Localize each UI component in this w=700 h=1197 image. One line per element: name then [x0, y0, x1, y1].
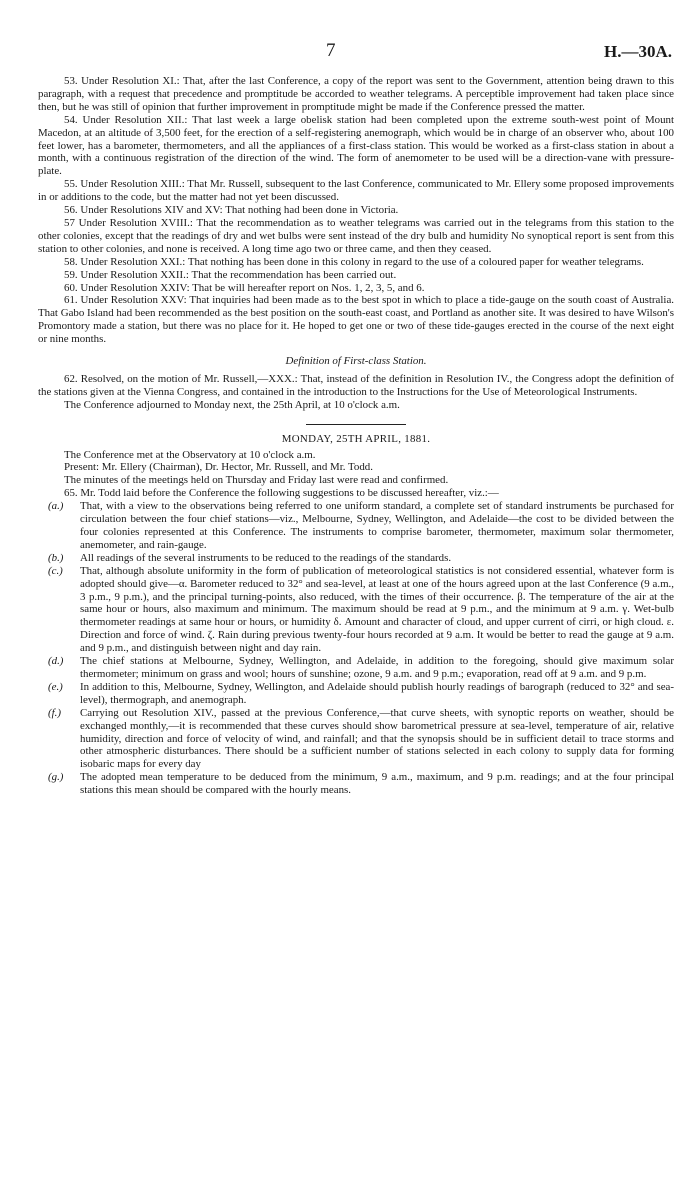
suggestion-label: (d.)	[48, 655, 64, 668]
suggestion-label: (g.)	[48, 771, 64, 784]
suggestion-item	[38, 552, 674, 565]
paragraph-65: 65. Mr. Todd laid before the Conference the following suggestions to be discussed hereafter, viz.:—	[64, 487, 499, 500]
document-body	[38, 75, 674, 797]
document-reference: H.—30A.	[604, 42, 672, 61]
meeting-date-heading: MONDAY, 25TH APRIL, 1881.	[281, 432, 431, 445]
section-subheading: Definition of First-class Station.	[285, 355, 427, 368]
paragraph-62: 62. Resolved, on the motion of Mr. Russell,—XXX.: That, instead of the definition in Resolution IV., the Congress adopt the definition of the stations given at the Vienna Congress, and contained in the introduction to the Instructions for the Use of Meteorological Instruments.	[38, 372, 674, 398]
resolution-paragraphs	[38, 75, 674, 346]
meeting-opening: The Conference met at the Observatory at 10 o'clock a.m.	[64, 448, 316, 461]
suggestion-label: (a.)	[48, 500, 64, 513]
suggestion-item	[38, 707, 674, 772]
suggestion-label: (f.)	[48, 706, 62, 719]
suggestion-item	[38, 655, 674, 681]
paragraph-58: 58. Under Resolution XXI.: That nothing has been done in this colony in regard to the use of a coloured paper for weather telegrams.	[64, 255, 644, 268]
adjournment-note: The Conference adjourned to Monday next, the 25th April, at 10 o'clock a.m.	[64, 398, 400, 411]
paragraph-56: 56. Under Resolutions XIV and XV: That nothing had been done in Victoria.	[64, 204, 399, 217]
suggestions-list	[38, 500, 674, 797]
suggestion-text: That, with a view to the observations being referred to one uniform standard, a complete set of standard instruments be purchased for circulation between the four chief stations—viz., Melbourne, Sydney, Wellington, and Adelaide—the cost to be divided between the four colonies represented at this Conference. The instruments to comprise barometer, thermometer, maximum solar thermometer, anemometer, and rain-gauge.	[80, 500, 674, 551]
suggestion-text: All readings of the several instruments to be reduced to the readings of the standards.	[80, 551, 452, 564]
paragraph-61: 61. Under Resolution XXV: That inquiries had been made as to the best spot in which to place a tide-gauge on the south coast of Australia. That Gabo Island had been recommended as the best position on the south-east coast, and Portland as another site. It was desired to have Wilson's Promontory made a station, but there was no place for it. He hoped to get one or two of these tide-gauges erected in the course of the next eight or nine months.	[38, 294, 674, 346]
suggestion-text: The adopted mean temperature to be deduced from the minimum, 9 a.m., maximum, and 9 p.m. readings; and at the four principal stations this mean should be compared with the hourly means.	[80, 771, 674, 797]
minutes-confirmation: The minutes of the meetings held on Thursday and Friday last were read and confirmed.	[64, 474, 449, 487]
section-divider	[306, 424, 406, 425]
suggestion-label: (e.)	[48, 680, 63, 693]
paragraph-53: 53. Under Resolution XI.: That, after the last Conference, a copy of the report was sent to the Government, attention being drawn to this paragraph, with a request that precedence and promptitude be accorded to weather telegrams. A perceptible improvement had taken place since then, but he was still of opinion that further improvement in promptitude might be made if the Conference pressed the matter.	[38, 75, 674, 113]
paragraph-60: 60. Under Resolution XXIV: That be will hereafter report on Nos. 1, 2, 3, 5, and 6.	[64, 281, 425, 294]
paragraph-59: 59. Under Resolution XXII.: That the recommendation has been carried out.	[64, 268, 397, 281]
suggestion-label: (c.)	[48, 564, 63, 577]
paragraph-57: 57 Under Resolution XVIII.: That the recommendation as to weather telegrams was carried out in the telegrams from this station to the other colonies, except that the readings of dry and wet bulbs were sent instead of the dry bulb and humidity No synoptical report is sent from this station to other colonies, and none is received. A long time ago two or three came, and then they ceased.	[38, 216, 674, 255]
suggestion-item	[38, 771, 674, 797]
suggestion-text: In addition to this, Melbourne, Sydney, Wellington, and Adelaide should publish hourly readings of barograph (reduced to 32° and sea-level), thermograph, and anemograph.	[80, 680, 674, 706]
suggestion-item	[38, 500, 674, 552]
suggestion-text: Carrying out Resolution XIV., passed at the previous Conference,—that curve sheets, with synoptic reports on weather, should be exchanged monthly,—it is recommended that these curves should show barometrical pressure at sea-level, temperature of air, relative humidity, direction and force of velocity of wind, and rainfall; and that the synopsis should be in sufficient detail to trace storms and other atmospheric disturbances. There should be a sufficient number of stations selected in each colony to supply data for forming isobaric maps for every day	[80, 706, 674, 771]
suggestion-item	[38, 565, 674, 655]
suggestion-item	[38, 681, 674, 707]
attendance-line: Present: Mr. Ellery (Chairman), Dr. Hector, Mr. Russell, and Mr. Todd.	[64, 461, 373, 474]
paragraph-54: 54. Under Resolution XII.: That last week a large obelisk station had been completed upon the extreme south-west point of Mount Macedon, at an altitude of 3,500 feet, for the erection of a self-registering anemograph, which would be in charge of an observer who, about 100 feet lower, has a barometer, thermometers, and all the appliances of a first-class station. This would be worked as a first-class station in about a month, with a continuous registration of the direction of the wind. The form of anemometer to be used will be a direction-vane with pressure-plate.	[38, 113, 674, 178]
suggestion-label: (b.)	[48, 551, 64, 564]
page-number: 7	[326, 40, 336, 61]
suggestion-text: The chief stations at Melbourne, Sydney, Wellington, and Adelaide, in addition to the foregoing, should give maximum solar thermometer; minimum on grass and wool; hours of sunshine; ozone, 9 a.m. and 9 p.m.; evaporation, read off at 9 a.m. and 9 p.m.	[80, 655, 674, 680]
paragraph-55: 55. Under Resolution XIII.: That Mr. Russell, subsequent to the last Conference, communicated to Mr. Ellery some proposed improvements in or additions to the code, but the matter had not yet been discussed.	[38, 178, 674, 204]
suggestion-text: That, although absolute uniformity in the form of publication of meteorological statistics is not considered essential, whatever form is adopted should give—α. Barometer reduced to 32° and sea-level, at least at one of the hours agreed upon at the last Conference (9 a.m., 3 p.m., 9 p.m.), and the principal turning-points, also reduced, with the times of their occurrence. β. The temperature of the air at the same hour or hours, also maximum and minimum. The maximum should be read at 9 p.m., and the minimum at 9 a.m. γ. Wet-bulb thermometer readings at same hour or hours, or humidity δ. Amount and character of cloud, and upper current of cirri, or high cloud. ε. Direction and force of wind. ζ. Rain during previous twenty-four hours recorded at 9 a.m. It would be better to read the gauge at 9 a.m. and 9 p.m., and distinguish between night and day rain.	[80, 564, 674, 655]
